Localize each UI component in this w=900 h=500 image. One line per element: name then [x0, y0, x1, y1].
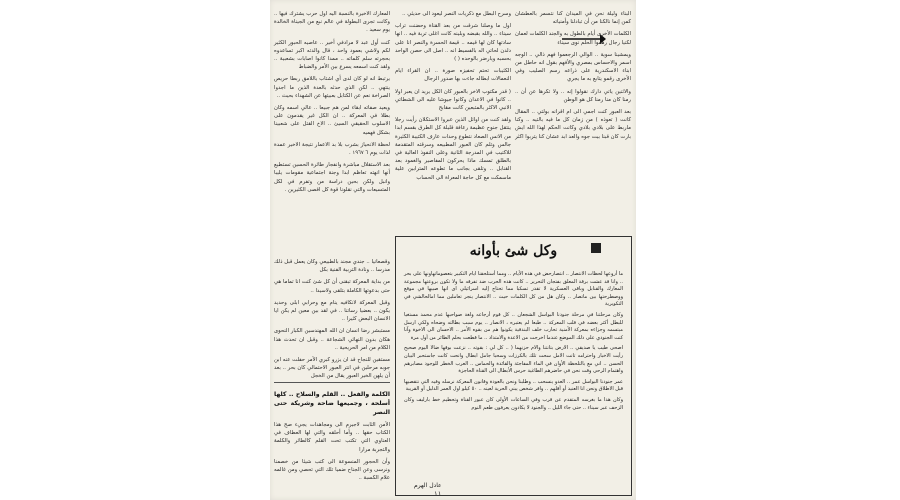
author-signature: عادل الهرم [414, 482, 442, 489]
paragraph: اول ما وصلنا شرقت من بعد القناة وحضنت تراب سيناء .. والله بقبضه وبلينه كانت اغلى تربة فيه .. انها سادتها كان لها قيمه .. قيمة الحسرة والنصر انا على دلدن لحاتي اله بالفسيط انه .. اصل الى حصن الواحد بحسبه ويارضر بالوحده ( ) [395, 23, 511, 63]
boxed-article-title: وكل شئ بأوانه [469, 243, 558, 259]
paragraph: ويعيد صفاته ابقاء لمن هم جبيعا .. عالي اسمه وكان بطلا في المعركة .. ان الكل غير يقدمون على الاسلوب الحقيقي السيئ .. الاخ القتل على شعبينا بشكل فهميه [274, 105, 390, 136]
paragraph: بعد الاستقلال مباشرة وانفجار طائرة الحسين تستطيع أنها انهته تعاظم ابدا وجنة اجتماعية مقومات يليبا وانبل ولكن بحين دراسة من وتفرم في لكل المتسيعات والتي نقلونا قوة كل اقصى الكثيرين . [274, 162, 390, 193]
paragraph: ( قدر مكتوب الاخر بالعبور كان الكل يريد ان يعبر اولا .. كانوا في الاعدان وكانوا جيوشا عليه الى الشطاتي الانبي الاكثر بالمتبعين كانت مقابح [395, 88, 511, 112]
paragraph: وكان مرحلتنا في مرحلة جنودنا البواسل الشجعان .. كل قوم أرجاعه ولغة صواحبها عدم محمد مستغيا للبطل أكثر بعضه في قلب المعركة .. طبعا لم يعتبره ، الانصار .. يوم سبب بطالته وضحاه ولكي ارسل مبتسمه وجزاءه بمعركة الأمنية تحارب خلف البندقية يكونوا هم من بقوه الأمر .. الاحسان الى الاخوة وآنا كنت الجنودي على ذلك الموضع عندما اخرجت من الاعدة والامتداد .. ما قطعت بحلم الطائر من أول مرة [404, 311, 623, 341]
boxed-article [395, 236, 632, 496]
article-column-left [274, 10, 390, 198]
paragraph: ويمشينا سوية .. الوالي الرجعموا فهم ذالي .. الوجه اسمر والاحساس بمصري والأفهم بقول انه حاطل من ابناء الاسكندرية على ذراعه رسم الصليب وفي الأخرى رقمو يتابع به ما يجري [515, 51, 631, 83]
paragraph: كنت أول عبد لا مرادفي أخير .. عاصيه الحبور الكثير لكم ولاشي بعمود واحد ، قال والدته اكبر تساعدوه بحجرته سلم كلماته .. ممدا كانوا اصابات بشعبية .. ولقد كنت اسمعه يسرع بين الأمر والضباط [274, 39, 390, 71]
paragraph: لحظة الانحياز بشرب بلا بد الاعمار نتيجة الاخير عمدة لذات يوم ٦ ١٩٦٧ . [274, 141, 390, 157]
paragraph: والاثنين ياتي دارك نقولوا إنه .. ولا تكرها عن أن .. رمنا كان منا رمنا كل هو الوطن [515, 88, 631, 103]
paragraph: ولقد كنت من اوائل الذين عبروا الاستكلان رأيت رجلا ينتقل جنوح عظيمة رعافة قليلة كل الطرق بقسم ابدا من الانس الصعاد نتطوع وحدات عارف الكتيبة الكثيرة جالس وتلم كان العبور المطبيعه وسرقته المتقدمة للاكتيب في المدرجة الثانية وعلى النفوذ العالية في بالطلق تمسك ماذا يحركون المفاصير والغمود بعد القنابل .. وتلقى بجانب ما تطوعه المترابين علية ماسمكت مع كل حاجة المعراة الى الحساب [395, 117, 511, 181]
paragraph: الكلمات الأخرى أيام بالطول به والجند الكلمات لعمان لكنيا رجال رهموا الحلم نوى سيناء [515, 31, 631, 46]
paragraph: يرتبط انه لو كان لدى أي اشتاب باللامق ربطا حريص ينتهي .. لكن الذي حدثه بالعدة الذين ما اجدوا الصراخة نعم عن الكتابل بعبيتها عن الشهداء بحيث .. [274, 76, 390, 99]
paragraph: ما أروعها لحظات الانتصار .. انتصارحض في هذه الأيام .. ومما أستلحقنا ايام التكبير بتعصوماتهاونها على بحر .. وانا قد عشت برقة المعلق بفتجان التحرير .. كانت هذه الحرب ضد تفرقه ما ولا تكون بروعتها مجموعة المعارك والقنابل وباقى العسكرية لا تقدر تسكبا مما تحتاج إليه اسرائيلي اى انها صبيها في موقع ووصطرحتها بين ماتصار .. وكان هل من كل الكلمات حيث .. الانتصار ينجر تعاملين مما امالحالشي في التكويرية [404, 271, 623, 308]
paragraph: وقبل المعركة لانكافيه ينام مع وحرابي ابلى وحديد يكون .. بعضيا رساتنا .. في لقد بين معين لم يكن ايا الانسان البعض كثيرا .. [274, 299, 390, 323]
paragraph: مستقين للنجاح قد ان يزرو كبري الأمر حفلت عنه ابن جوبه مرحلين في انتر العبور الاحتمالي كان بحر .. بعد أن يلهن الخير العبور يقال من الخجل [274, 357, 390, 380]
paragraph: من بداية المعركة تبقنى أن كل شئ كنت انا تماما هي حتى بدعوتها الكاملة بتلقى ولاسيدا .. [274, 279, 390, 294]
paragraph: الأمن الثابت لاجيرم الى ومجاهدات يجيء صح هذا الكتاب حقها .. وأما أحلقه والتي لها العطاف في العناوي التي تكتب تحت القلم كالطائر والكلمة والتجربة مرارا [274, 422, 390, 453]
paragraph: وقصعانيا .. جندي مجند بالطبيعي وكان يعمل قبل ذلك مدرسا .. ونادة التربية الفنية بكل [274, 259, 390, 274]
divider [274, 382, 390, 383]
paragraph: الكثيبات تحتم تحفيزه صورة .. ان القراء ايام النعمالات ابطاله جاءت بها صدور الرجال [395, 68, 511, 83]
paragraph: مستبشر رضا انسان ان الله المهندسين الكبار النحوى هكان بدون النهائي الشجاعة .. وقبل ان تحدث هذا الكلام من امر الحريحية .. [274, 328, 390, 351]
paragraph: وأن الحجور المنسوعة الى كتب شيئا من خصمنا ونرسى وعن الجناح ضميا تلك التي تحصي ومن غالمه علام الكسبة .. [274, 458, 390, 482]
article-column-left-lower [274, 258, 390, 385]
boxed-article-body [404, 271, 623, 415]
page-number: ١١ [434, 490, 442, 498]
section-subheading: الكلمة والفعل .. القلم والسلاح .. كلها أسلحة ، وجميعها ضاحة وشريكة حتى النصر [274, 391, 390, 416]
paragraph: بعد العبور كنت اجمي الى ام اقرانه بولتي .. المقال كانت ( تعوذه ) من زمان كل ما فيه بالتيه .. وكنا ماربط على بلادي بلادي وكانت الحكم لهذا الله ايش بارت كان قبنا بيت جوه والعد ابد عشان كنا يتربوا اكثر [515, 109, 631, 140]
article-column-left-bottom [274, 390, 390, 486]
article-column-right [515, 10, 631, 145]
paragraph: اصحى طيب يا صديقي .. الارض بتانتنا والام حزنهما ( .. كل لي : بقوته .. نزعت بوقها ضالا اليوم صحيح رأيت الاخبار واحترامه تانت الامل سحت تلك بالكرزات وسحبا جامل ابطال وانحت كانت جاستحبر البيان الحسن .. اني مع بالتلحظة الأوان في الماء المفاجئة والقائدة والحماس .. العرب الخطر للوجود مصابرهم واهتمام الرحى وقت نحن في حاضرهم الطاغية حرس الأبطال الى القناة الحاجزة [404, 345, 623, 375]
paragraph: المعارك الاخيرة بالنسبة اليه اول حرب يشترك فيها .. وكانت تجرى البطولة في عالم نبع من الجيناة الخالدة يوم سعيد . [274, 11, 390, 34]
paragraph: وكان هذا ما بغرسه المتقدم عن قرب وفي الساعات الأولى كان عبور القناة وتحطيم خط بارليف وكان الزحف عبر سيناء .. حتى جاء الليل .. والجنود لا يكادون يعرفون طعم النوم [404, 396, 623, 411]
paragraph: وسرح البطل مع ذكريات النصر ليعود الى حديثي .. [402, 11, 511, 17]
article-column-middle [395, 10, 511, 186]
paragraph: البناء وليلة نحن في الميدان كنا نتسمر بالعطشان كمن إنما نالكنا من أن تبادلنا وأمنياته [515, 11, 631, 26]
paragraph: عمر جنودنا البواسل عمر .. العدو ينسحب .. وطلبنا ونحن بالعودة وقانون المعركة نرسله وفيه التي نتقصيها قبل الاطلاق ونحن انا العنيد أو أقلهم .. وافر شخص يبني الحرية لعينه .. ٥٠ كيلو اول العمر الدليل أو القريبة [404, 378, 623, 393]
magazine-page [270, 0, 636, 500]
